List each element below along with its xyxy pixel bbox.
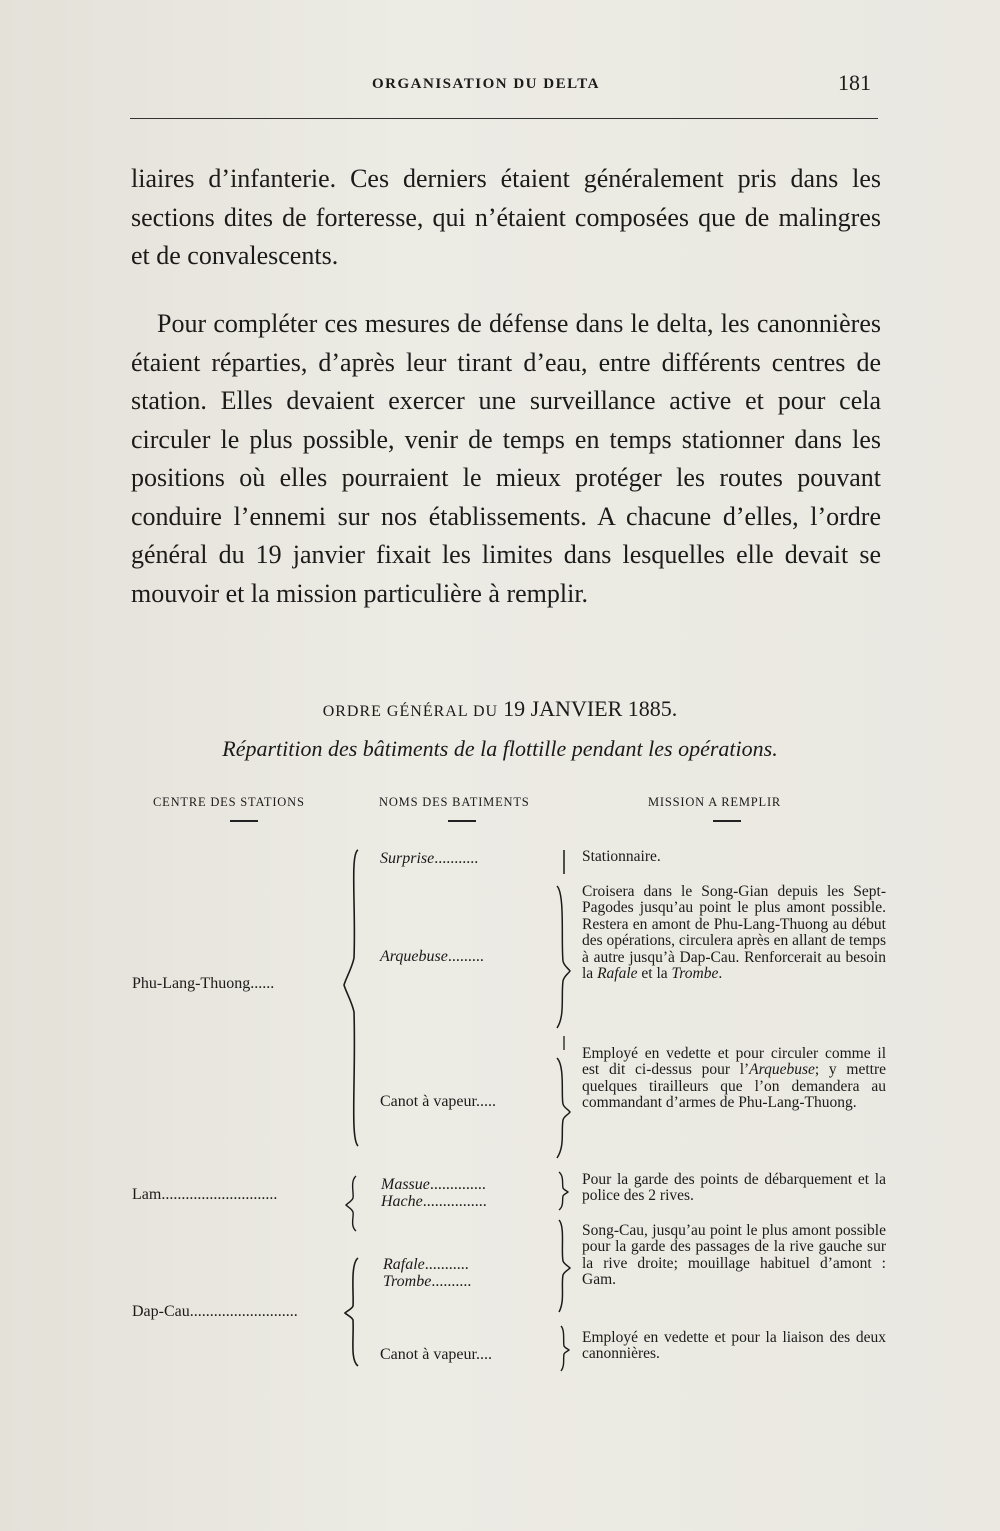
ship-name: Massue: [381, 1176, 430, 1193]
mission-surprise: Stationnaire.: [582, 848, 661, 865]
mission-ship-ref: Arquebuse: [749, 1061, 815, 1079]
order-subtitle: Répartition des bâtiments de la flottille pendant les opérations.: [222, 736, 778, 761]
ship-massue: [381, 1176, 486, 1194]
running-title: ORGANISATION DU DELTA: [372, 76, 600, 92]
leader-dots: ..........: [431, 1273, 472, 1290]
mission-canot-1: [582, 1046, 886, 1112]
page-number: 181: [838, 70, 871, 95]
leader-dots: ...........: [434, 850, 479, 867]
brace-missions: [553, 846, 575, 1376]
mission-ship-ref: Rafale: [597, 965, 638, 983]
leader-dots: ................: [422, 1193, 487, 1210]
mission-text: Employé en vedette et pour circuler comme il est dit ci-dessus pour l’: [582, 1045, 886, 1079]
ship-rafale: [383, 1256, 469, 1274]
mission-text: .: [718, 965, 723, 983]
column-header-stations: CENTRE DES STATIONS: [153, 795, 305, 809]
brace-phu-lang-thuong: [342, 848, 366, 1368]
mission-ship-ref: Trombe: [671, 965, 719, 983]
mission-canot-2: Employé en vedette et pour la liaison des deux canonnières.: [582, 1329, 886, 1363]
ship-name: Trombe: [383, 1273, 432, 1290]
leader-dots: ...........: [424, 1256, 469, 1273]
ship-canot-2: Canot à vapeur....: [380, 1346, 492, 1363]
mission-text: et la: [637, 965, 672, 983]
leader-dots: .........: [447, 948, 484, 965]
ship-trombe: [383, 1273, 471, 1291]
leader-dots: ..............: [429, 1176, 486, 1193]
ship-name: Surprise: [380, 850, 435, 867]
station-phu-lang-thuong: Phu-Lang-Thuong......: [132, 975, 275, 992]
column-header-ships: NOMS DES BATIMENTS: [379, 795, 530, 809]
mission-massue-hache: Pour la garde des points de débarquement et la police des 2 rives.: [582, 1171, 886, 1205]
ship-arquebuse: [380, 948, 484, 966]
column-header-mission: MISSION A REMPLIR: [648, 795, 782, 809]
ship-canot-1: Canot à vapeur.....: [380, 1093, 496, 1110]
station-dap-cau: Dap-Cau...........................: [132, 1303, 298, 1320]
column-rule: [448, 820, 476, 822]
mission-arquebuse: [582, 884, 886, 982]
order-title-date: 19 JANVIER 1885.: [503, 696, 678, 721]
station-lam: Lam.............................: [132, 1186, 278, 1203]
ship-surprise: [380, 850, 478, 868]
ship-name: Arquebuse: [380, 948, 448, 965]
ship-name: Hache: [381, 1193, 423, 1210]
ship-name: Rafale: [383, 1256, 425, 1273]
paragraph-2: Pour compléter ces mesures de défense dans le delta, les canonnières étaient réparties, d’après leur tirant d’eau, entre différents centres de station. Elles devaient exercer une surveillance active et pour cela circuler le plus possible, venir de temps en temps stationner dans les positions où elles pourraient le mieux protéger les routes pouvant conduire l’ennemi sur nos établissements. A chacune d’elles, l’ordre général du 19 janvier fixait les limites dans lesquelles elle devait se mouvoir et la mission particulière à remplir.: [131, 309, 881, 608]
mission-rafale-trombe: Song-Cau, jusqu’au point le plus amont possible pour la garde des passages de la rive gauche sur la rive droite; mouillage habituel d’amont : Gam.: [582, 1222, 886, 1289]
order-title-text: ORDRE GÉNÉRAL DU: [322, 703, 504, 720]
column-rule: [230, 820, 258, 822]
mission-text: ; y mettre quelques tirailleurs que l’on demandera au commandant d’armes de Phu-Lang-Thuong.: [582, 1061, 886, 1112]
paragraph-1: liaires d’infanterie. Ces derniers étaient généralement pris dans les sections dites de forteresse, qui n’étaient composées que de malingres et de convalescents.: [131, 164, 881, 270]
mission-text: Croisera dans le Song-Gian depuis les Sept-Pagodes jusqu’au point le plus amont possible. Restera en amont de Phu-Lang-Thuong au début des opérations, circulera après en allant de temps à autre jusqu’à Dap-Cau. Renforcerait au besoin la: [582, 883, 886, 983]
column-rule: [713, 820, 741, 822]
ship-hache: [381, 1193, 487, 1211]
order-title: [0, 696, 1000, 722]
header-rule: [130, 118, 878, 119]
